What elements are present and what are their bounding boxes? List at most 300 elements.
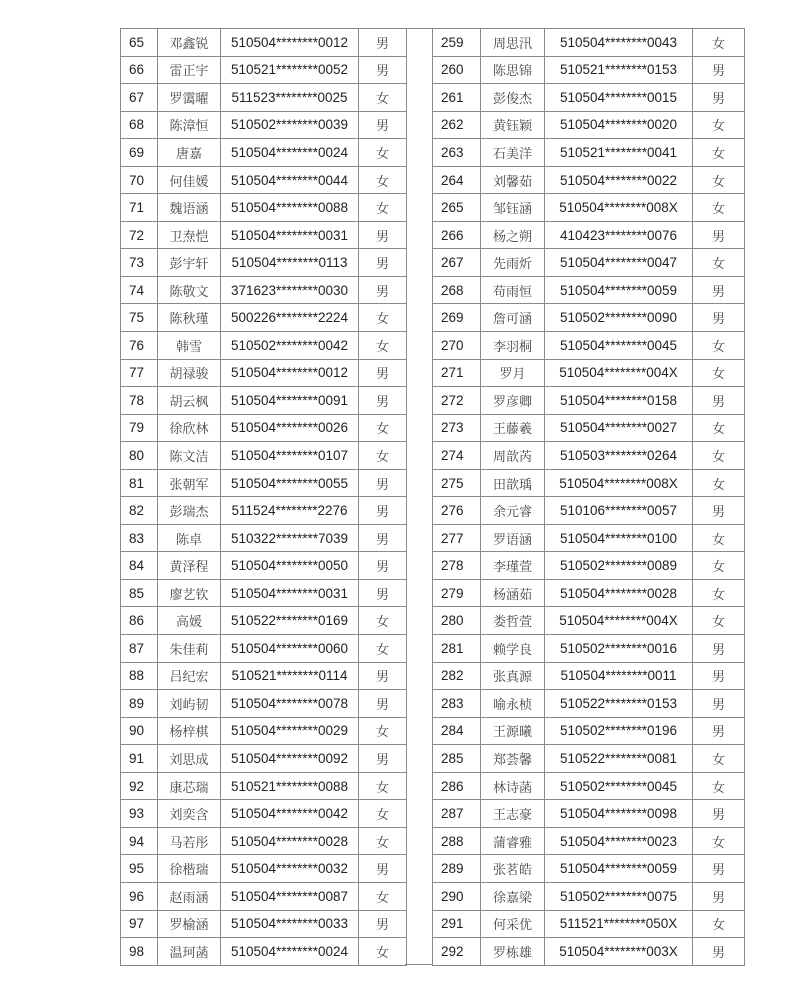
row-number-cell: 264 bbox=[433, 166, 481, 194]
gender-cell: 女 bbox=[359, 84, 407, 112]
id-number-cell: 510504********0107 bbox=[221, 442, 359, 470]
row-number-cell: 263 bbox=[433, 139, 481, 167]
gender-cell: 女 bbox=[359, 332, 407, 360]
table-row bbox=[433, 276, 745, 304]
gender-cell: 女 bbox=[693, 552, 745, 580]
id-number-cell: 510504********0088 bbox=[221, 194, 359, 222]
gender-cell: 女 bbox=[359, 166, 407, 194]
table-row bbox=[121, 910, 407, 938]
roster-table-right bbox=[432, 28, 745, 966]
student-name-cell: 郑荟馨 bbox=[481, 745, 545, 773]
row-number-cell: 291 bbox=[433, 910, 481, 938]
student-name-cell: 陈漳恒 bbox=[158, 111, 221, 139]
student-name-cell: 罗霭曜 bbox=[158, 84, 221, 112]
row-number-cell: 67 bbox=[121, 84, 158, 112]
table-row bbox=[433, 29, 745, 57]
student-name-cell: 张朝军 bbox=[158, 469, 221, 497]
student-name-cell: 周思汛 bbox=[481, 29, 545, 57]
table-row bbox=[121, 414, 407, 442]
row-number-cell: 286 bbox=[433, 772, 481, 800]
row-number-cell: 266 bbox=[433, 221, 481, 249]
id-number-cell: 510504********0024 bbox=[221, 938, 359, 966]
gender-cell: 男 bbox=[359, 29, 407, 57]
id-number-cell: 510502********0016 bbox=[545, 635, 693, 663]
student-name-cell: 刘奕含 bbox=[158, 800, 221, 828]
student-name-cell: 罗彦卿 bbox=[481, 387, 545, 415]
gender-cell: 女 bbox=[693, 29, 745, 57]
row-number-cell: 86 bbox=[121, 607, 158, 635]
gender-cell: 男 bbox=[359, 111, 407, 139]
id-number-cell: 510504********0031 bbox=[221, 221, 359, 249]
table-row bbox=[121, 304, 407, 332]
row-number-cell: 84 bbox=[121, 552, 158, 580]
id-number-cell: 510504********0023 bbox=[545, 827, 693, 855]
gender-cell: 女 bbox=[693, 524, 745, 552]
id-number-cell: 510504********0047 bbox=[545, 249, 693, 277]
gender-cell: 女 bbox=[693, 772, 745, 800]
gender-cell: 女 bbox=[693, 442, 745, 470]
row-number-cell: 69 bbox=[121, 139, 158, 167]
table-row bbox=[121, 166, 407, 194]
id-number-cell: 510504********008X bbox=[545, 469, 693, 497]
gender-cell: 女 bbox=[693, 194, 745, 222]
row-number-cell: 277 bbox=[433, 524, 481, 552]
row-number-cell: 270 bbox=[433, 332, 481, 360]
table-row bbox=[121, 469, 407, 497]
row-number-cell: 98 bbox=[121, 938, 158, 966]
gender-cell: 女 bbox=[693, 166, 745, 194]
student-name-cell: 王藤羲 bbox=[481, 414, 545, 442]
student-name-cell: 赵雨涵 bbox=[158, 882, 221, 910]
gender-cell: 女 bbox=[693, 414, 745, 442]
row-number-cell: 66 bbox=[121, 56, 158, 84]
row-number-cell: 267 bbox=[433, 249, 481, 277]
gender-cell: 女 bbox=[693, 332, 745, 360]
student-name-cell: 黄泽程 bbox=[158, 552, 221, 580]
student-name-cell: 韩雪 bbox=[158, 332, 221, 360]
table-row bbox=[433, 166, 745, 194]
id-number-cell: 510504********0043 bbox=[545, 29, 693, 57]
id-number-cell: 510504********0026 bbox=[221, 414, 359, 442]
table-row bbox=[433, 552, 745, 580]
row-number-cell: 289 bbox=[433, 855, 481, 883]
row-number-cell: 259 bbox=[433, 29, 481, 57]
id-number-cell: 510503********0264 bbox=[545, 442, 693, 470]
gender-cell: 女 bbox=[359, 938, 407, 966]
table-row bbox=[121, 524, 407, 552]
student-name-cell: 马若彤 bbox=[158, 827, 221, 855]
table-row bbox=[433, 387, 745, 415]
student-name-cell: 詹可涵 bbox=[481, 304, 545, 332]
gender-cell: 男 bbox=[693, 84, 745, 112]
student-name-cell: 陈卓 bbox=[158, 524, 221, 552]
id-number-cell: 510521********0052 bbox=[221, 56, 359, 84]
gender-cell: 男 bbox=[693, 497, 745, 525]
gender-cell: 男 bbox=[693, 690, 745, 718]
gender-cell: 女 bbox=[359, 882, 407, 910]
gender-cell: 男 bbox=[693, 717, 745, 745]
student-name-cell: 陈秋瑾 bbox=[158, 304, 221, 332]
id-number-cell: 510521********0088 bbox=[221, 772, 359, 800]
row-number-cell: 78 bbox=[121, 387, 158, 415]
student-name-cell: 田歆瑀 bbox=[481, 469, 545, 497]
table-row bbox=[433, 442, 745, 470]
id-number-cell: 510504********0027 bbox=[545, 414, 693, 442]
id-number-cell: 510504********0012 bbox=[221, 29, 359, 57]
table-row bbox=[121, 800, 407, 828]
row-number-cell: 82 bbox=[121, 497, 158, 525]
table-row bbox=[433, 497, 745, 525]
table-row bbox=[121, 635, 407, 663]
student-name-cell: 王志豪 bbox=[481, 800, 545, 828]
table-row bbox=[433, 249, 745, 277]
row-number-cell: 89 bbox=[121, 690, 158, 718]
row-number-cell: 262 bbox=[433, 111, 481, 139]
row-number-cell: 275 bbox=[433, 469, 481, 497]
id-number-cell: 510504********0015 bbox=[545, 84, 693, 112]
gender-cell: 男 bbox=[359, 497, 407, 525]
row-number-cell: 272 bbox=[433, 387, 481, 415]
gender-cell: 女 bbox=[693, 827, 745, 855]
table-row bbox=[433, 800, 745, 828]
table-row bbox=[121, 662, 407, 690]
id-number-cell: 410423********0076 bbox=[545, 221, 693, 249]
table-row bbox=[433, 662, 745, 690]
gender-cell: 男 bbox=[693, 221, 745, 249]
student-name-cell: 石美洋 bbox=[481, 139, 545, 167]
row-number-cell: 285 bbox=[433, 745, 481, 773]
gender-cell: 男 bbox=[693, 662, 745, 690]
row-number-cell: 284 bbox=[433, 717, 481, 745]
table-spacer-column bbox=[405, 28, 432, 965]
id-number-cell: 510504********0100 bbox=[545, 524, 693, 552]
id-number-cell: 510502********0089 bbox=[545, 552, 693, 580]
table-row bbox=[121, 249, 407, 277]
student-name-cell: 彭俊杰 bbox=[481, 84, 545, 112]
table-row bbox=[121, 221, 407, 249]
gender-cell: 女 bbox=[359, 442, 407, 470]
id-number-cell: 510521********0114 bbox=[221, 662, 359, 690]
table-row bbox=[433, 827, 745, 855]
row-number-cell: 91 bbox=[121, 745, 158, 773]
row-number-cell: 85 bbox=[121, 579, 158, 607]
student-name-cell: 邹钰涵 bbox=[481, 194, 545, 222]
table-row bbox=[433, 221, 745, 249]
gender-cell: 男 bbox=[359, 524, 407, 552]
table-row bbox=[433, 635, 745, 663]
table-row bbox=[121, 111, 407, 139]
gender-cell: 女 bbox=[359, 304, 407, 332]
id-number-cell: 510504********0059 bbox=[545, 855, 693, 883]
table-row bbox=[121, 497, 407, 525]
student-name-cell: 张茗皓 bbox=[481, 855, 545, 883]
gender-cell: 女 bbox=[693, 579, 745, 607]
student-name-cell: 黄钰颖 bbox=[481, 111, 545, 139]
student-name-cell: 刘屿韧 bbox=[158, 690, 221, 718]
id-number-cell: 510504********0055 bbox=[221, 469, 359, 497]
id-number-cell: 510504********0029 bbox=[221, 717, 359, 745]
row-number-cell: 269 bbox=[433, 304, 481, 332]
row-number-cell: 68 bbox=[121, 111, 158, 139]
table-row bbox=[433, 56, 745, 84]
student-name-cell: 胡云枫 bbox=[158, 387, 221, 415]
row-number-cell: 90 bbox=[121, 717, 158, 745]
gender-cell: 男 bbox=[359, 745, 407, 773]
student-name-cell: 罗语涵 bbox=[481, 524, 545, 552]
table-row bbox=[121, 882, 407, 910]
student-name-cell: 朱佳莉 bbox=[158, 635, 221, 663]
table-row bbox=[433, 359, 745, 387]
id-number-cell: 510504********0011 bbox=[545, 662, 693, 690]
row-number-cell: 70 bbox=[121, 166, 158, 194]
student-name-cell: 吕纪宏 bbox=[158, 662, 221, 690]
table-row bbox=[121, 194, 407, 222]
id-number-cell: 510504********0042 bbox=[221, 800, 359, 828]
row-number-cell: 92 bbox=[121, 772, 158, 800]
gender-cell: 女 bbox=[693, 607, 745, 635]
table-row bbox=[121, 717, 407, 745]
id-number-cell: 510504********0032 bbox=[221, 855, 359, 883]
table-row bbox=[433, 717, 745, 745]
student-name-cell: 何佳媛 bbox=[158, 166, 221, 194]
row-number-cell: 282 bbox=[433, 662, 481, 690]
student-name-cell: 娄哲萱 bbox=[481, 607, 545, 635]
row-number-cell: 88 bbox=[121, 662, 158, 690]
table-row bbox=[121, 139, 407, 167]
row-number-cell: 65 bbox=[121, 29, 158, 57]
row-number-cell: 274 bbox=[433, 442, 481, 470]
gender-cell: 女 bbox=[359, 414, 407, 442]
gender-cell: 女 bbox=[359, 194, 407, 222]
student-name-cell: 徐欣林 bbox=[158, 414, 221, 442]
gender-cell: 女 bbox=[359, 772, 407, 800]
row-number-cell: 268 bbox=[433, 276, 481, 304]
student-name-cell: 徐嘉梁 bbox=[481, 882, 545, 910]
row-number-cell: 271 bbox=[433, 359, 481, 387]
gender-cell: 男 bbox=[359, 552, 407, 580]
student-name-cell: 雷正宇 bbox=[158, 56, 221, 84]
student-name-cell: 刘思成 bbox=[158, 745, 221, 773]
row-number-cell: 93 bbox=[121, 800, 158, 828]
table-row bbox=[121, 745, 407, 773]
row-number-cell: 261 bbox=[433, 84, 481, 112]
table-row bbox=[433, 855, 745, 883]
table-row bbox=[121, 276, 407, 304]
gender-cell: 女 bbox=[693, 139, 745, 167]
student-name-cell: 胡禄骏 bbox=[158, 359, 221, 387]
gender-cell: 女 bbox=[693, 745, 745, 773]
row-number-cell: 265 bbox=[433, 194, 481, 222]
student-name-cell: 高媛 bbox=[158, 607, 221, 635]
table-row bbox=[433, 139, 745, 167]
id-number-cell: 511521********050X bbox=[545, 910, 693, 938]
id-number-cell: 510522********0081 bbox=[545, 745, 693, 773]
student-name-cell: 罗榆涵 bbox=[158, 910, 221, 938]
row-number-cell: 287 bbox=[433, 800, 481, 828]
student-name-cell: 邓鑫锐 bbox=[158, 29, 221, 57]
id-number-cell: 510504********0033 bbox=[221, 910, 359, 938]
student-name-cell: 彭瑞杰 bbox=[158, 497, 221, 525]
student-name-cell: 卫焘恺 bbox=[158, 221, 221, 249]
gender-cell: 男 bbox=[359, 910, 407, 938]
row-number-cell: 83 bbox=[121, 524, 158, 552]
id-number-cell: 510504********0158 bbox=[545, 387, 693, 415]
row-number-cell: 76 bbox=[121, 332, 158, 360]
table-row bbox=[433, 111, 745, 139]
gender-cell: 男 bbox=[693, 635, 745, 663]
gender-cell: 女 bbox=[359, 717, 407, 745]
row-number-cell: 276 bbox=[433, 497, 481, 525]
id-number-cell: 511524********2276 bbox=[221, 497, 359, 525]
row-number-cell: 260 bbox=[433, 56, 481, 84]
id-number-cell: 510322********7039 bbox=[221, 524, 359, 552]
table-row bbox=[121, 772, 407, 800]
id-number-cell: 510504********0060 bbox=[221, 635, 359, 663]
student-name-cell: 魏语涵 bbox=[158, 194, 221, 222]
id-number-cell: 510504********004X bbox=[545, 359, 693, 387]
table-row bbox=[433, 607, 745, 635]
gender-cell: 男 bbox=[359, 855, 407, 883]
table-row bbox=[121, 938, 407, 966]
row-number-cell: 280 bbox=[433, 607, 481, 635]
table-row bbox=[433, 524, 745, 552]
table-row bbox=[433, 772, 745, 800]
id-number-cell: 510522********0153 bbox=[545, 690, 693, 718]
gender-cell: 男 bbox=[359, 469, 407, 497]
table-row bbox=[121, 442, 407, 470]
id-number-cell: 510504********0087 bbox=[221, 882, 359, 910]
id-number-cell: 510504********0050 bbox=[221, 552, 359, 580]
id-number-cell: 510521********0041 bbox=[545, 139, 693, 167]
table-row bbox=[433, 414, 745, 442]
student-name-cell: 先雨炘 bbox=[481, 249, 545, 277]
gender-cell: 女 bbox=[693, 249, 745, 277]
id-number-cell: 510502********0042 bbox=[221, 332, 359, 360]
table-row bbox=[433, 194, 745, 222]
row-number-cell: 288 bbox=[433, 827, 481, 855]
id-number-cell: 500226********2224 bbox=[221, 304, 359, 332]
table-row bbox=[121, 56, 407, 84]
table-row bbox=[121, 827, 407, 855]
gender-cell: 男 bbox=[693, 387, 745, 415]
roster-table-left bbox=[120, 28, 407, 966]
gender-cell: 男 bbox=[359, 690, 407, 718]
row-number-cell: 283 bbox=[433, 690, 481, 718]
gender-cell: 女 bbox=[359, 800, 407, 828]
student-name-cell: 苟雨恒 bbox=[481, 276, 545, 304]
student-name-cell: 张真源 bbox=[481, 662, 545, 690]
row-number-cell: 75 bbox=[121, 304, 158, 332]
gender-cell: 女 bbox=[359, 827, 407, 855]
table-row bbox=[121, 855, 407, 883]
gender-cell: 男 bbox=[693, 56, 745, 84]
student-name-cell: 王源曦 bbox=[481, 717, 545, 745]
row-number-cell: 87 bbox=[121, 635, 158, 663]
id-number-cell: 510504********0044 bbox=[221, 166, 359, 194]
table-row bbox=[121, 84, 407, 112]
id-number-cell: 510504********008X bbox=[545, 194, 693, 222]
gender-cell: 男 bbox=[359, 249, 407, 277]
gender-cell: 女 bbox=[693, 469, 745, 497]
gender-cell: 男 bbox=[693, 938, 745, 966]
gender-cell: 女 bbox=[359, 635, 407, 663]
gender-cell: 女 bbox=[693, 111, 745, 139]
id-number-cell: 510504********003X bbox=[545, 938, 693, 966]
student-name-cell: 罗栋雄 bbox=[481, 938, 545, 966]
student-name-cell: 陈敬文 bbox=[158, 276, 221, 304]
gender-cell: 男 bbox=[693, 800, 745, 828]
row-number-cell: 72 bbox=[121, 221, 158, 249]
student-name-cell: 廖艺钦 bbox=[158, 579, 221, 607]
student-name-cell: 陈思锦 bbox=[481, 56, 545, 84]
row-number-cell: 290 bbox=[433, 882, 481, 910]
table-row bbox=[433, 910, 745, 938]
id-number-cell: 510504********0092 bbox=[221, 745, 359, 773]
student-name-cell: 喻永桢 bbox=[481, 690, 545, 718]
id-number-cell: 510504********0028 bbox=[221, 827, 359, 855]
table-row bbox=[433, 882, 745, 910]
row-number-cell: 79 bbox=[121, 414, 158, 442]
table-row bbox=[433, 304, 745, 332]
student-name-cell: 陈文洁 bbox=[158, 442, 221, 470]
gender-cell: 女 bbox=[693, 910, 745, 938]
table-row bbox=[121, 607, 407, 635]
id-number-cell: 510504********0098 bbox=[545, 800, 693, 828]
table-row bbox=[121, 579, 407, 607]
id-number-cell: 510504********0022 bbox=[545, 166, 693, 194]
student-name-cell: 林诗菡 bbox=[481, 772, 545, 800]
id-number-cell: 510106********0057 bbox=[545, 497, 693, 525]
table-row bbox=[121, 690, 407, 718]
row-number-cell: 73 bbox=[121, 249, 158, 277]
student-name-cell: 杨之朔 bbox=[481, 221, 545, 249]
gender-cell: 男 bbox=[359, 579, 407, 607]
table-row bbox=[433, 938, 745, 966]
gender-cell: 男 bbox=[693, 304, 745, 332]
student-name-cell: 杨涵茹 bbox=[481, 579, 545, 607]
student-name-cell: 蒲睿雅 bbox=[481, 827, 545, 855]
table-row bbox=[433, 84, 745, 112]
row-number-cell: 292 bbox=[433, 938, 481, 966]
student-name-cell: 赖学良 bbox=[481, 635, 545, 663]
gender-cell: 男 bbox=[359, 359, 407, 387]
student-name-cell: 刘馨茹 bbox=[481, 166, 545, 194]
id-number-cell: 510502********0039 bbox=[221, 111, 359, 139]
row-number-cell: 74 bbox=[121, 276, 158, 304]
id-number-cell: 510504********0024 bbox=[221, 139, 359, 167]
row-number-cell: 273 bbox=[433, 414, 481, 442]
student-name-cell: 李羽桐 bbox=[481, 332, 545, 360]
id-number-cell: 510504********0113 bbox=[221, 249, 359, 277]
id-number-cell: 510504********0020 bbox=[545, 111, 693, 139]
row-number-cell: 95 bbox=[121, 855, 158, 883]
table-row bbox=[433, 745, 745, 773]
id-number-cell: 510504********0059 bbox=[545, 276, 693, 304]
gender-cell: 男 bbox=[693, 276, 745, 304]
row-number-cell: 96 bbox=[121, 882, 158, 910]
student-name-cell: 周歆芮 bbox=[481, 442, 545, 470]
gender-cell: 女 bbox=[359, 607, 407, 635]
id-number-cell: 371623********0030 bbox=[221, 276, 359, 304]
id-number-cell: 510504********0012 bbox=[221, 359, 359, 387]
id-number-cell: 510504********0045 bbox=[545, 332, 693, 360]
id-number-cell: 510521********0153 bbox=[545, 56, 693, 84]
table-row bbox=[121, 359, 407, 387]
gender-cell: 女 bbox=[693, 359, 745, 387]
student-name-cell: 余元睿 bbox=[481, 497, 545, 525]
table-row bbox=[433, 579, 745, 607]
table-row bbox=[121, 552, 407, 580]
